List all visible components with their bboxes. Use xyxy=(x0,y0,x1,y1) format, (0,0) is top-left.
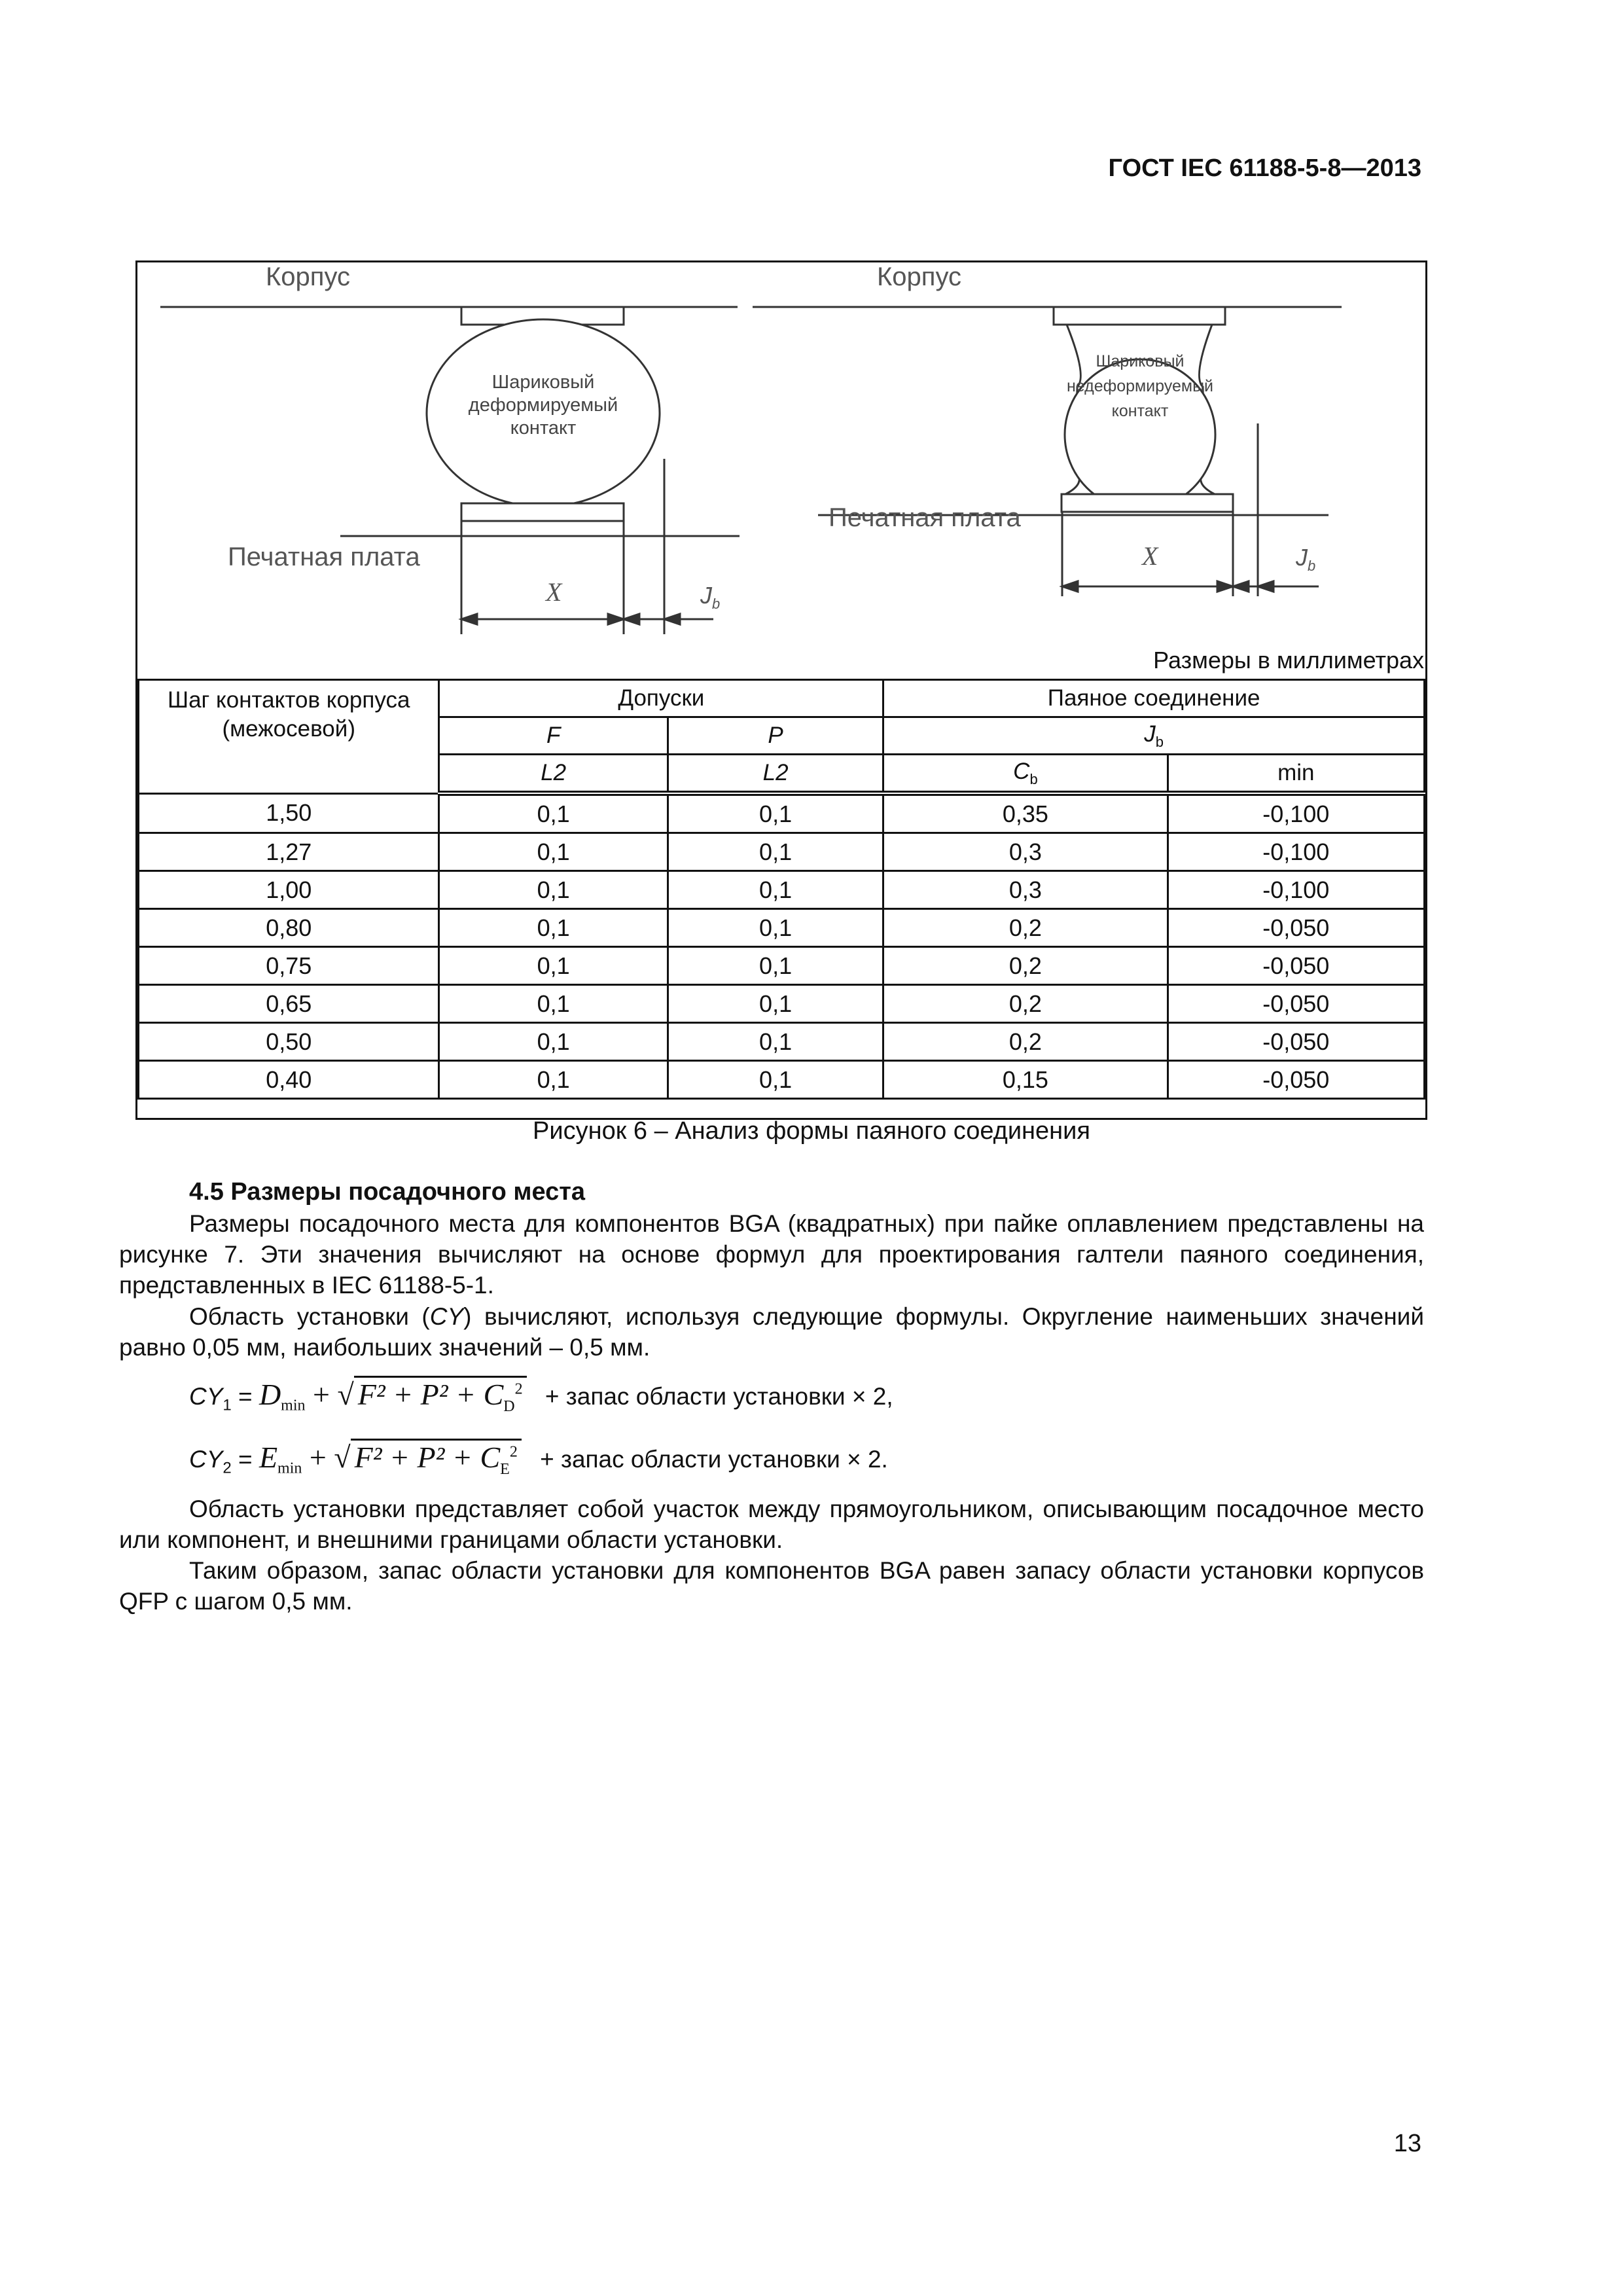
paragraph-1: Размеры посадочного места для компонентов BGA (квадратных) при пайке оплавлением представлены на рисунке 7. Эти значения вычисляют на основе формул для проектирования галтели паяного соединения, представленных в IEC 61188-5-1. xyxy=(119,1210,1424,1299)
paragraph-2: Область установки (CY) вычисляют, используя следующие формулы. Округление наименьших значений равно 0,05 мм, наибольших значений – 0,5 мм. xyxy=(119,1303,1424,1361)
left-board-label: Печатная плата xyxy=(228,543,420,571)
page-number: 13 xyxy=(1393,2130,1421,2157)
cell-f: 0,1 xyxy=(439,871,668,909)
standard-designation: ГОСТ IEC 61188-5-8—2013 xyxy=(1108,154,1421,182)
cell-p: 0,1 xyxy=(668,1023,883,1061)
cell-min: -0,050 xyxy=(1168,1061,1424,1099)
cell-cb: 0,2 xyxy=(883,1023,1168,1061)
paragraph-4: Таким образом, запас области установки для компонентов BGA равен запасу области установки корпусов QFP с шагом 0,5 мм. xyxy=(119,1557,1424,1615)
right-body-label: Корпус xyxy=(877,262,962,291)
cell-cb: 0,35 xyxy=(883,793,1168,833)
cell-min: -0,100 xyxy=(1168,833,1424,871)
radical-sign: √ xyxy=(334,1441,351,1474)
cell-pitch: 0,80 xyxy=(139,909,439,947)
header-pitch: Шаг контактов корпуса (межосевой) xyxy=(139,680,439,794)
header-tolerances: Допуски xyxy=(439,680,883,717)
cell-f: 0,1 xyxy=(439,793,668,833)
cell-cb: 0,3 xyxy=(883,833,1168,871)
cell-cb: 0,15 xyxy=(883,1061,1168,1099)
cell-p: 0,1 xyxy=(668,833,883,871)
tolerance-table xyxy=(137,679,1425,1100)
cell-cb: 0,2 xyxy=(883,947,1168,985)
radicand: $F^2 + P^2 + C_E^2$ xyxy=(351,1439,522,1474)
cell-pitch: 0,65 xyxy=(139,985,439,1023)
table-row xyxy=(139,909,1425,947)
header-f: F xyxy=(439,717,668,755)
table-row xyxy=(139,871,1425,909)
cell-f: 0,1 xyxy=(439,985,668,1023)
left-x-dimension: X xyxy=(546,577,562,607)
cell-min: -0,100 xyxy=(1168,793,1424,833)
table-row xyxy=(139,1023,1425,1061)
cell-cb: 0,3 xyxy=(883,871,1168,909)
header-l2-f: L2 xyxy=(439,755,668,794)
cell-f: 0,1 xyxy=(439,833,668,871)
cell-min: -0,050 xyxy=(1168,947,1424,985)
figure-caption: Рисунок 6 – Анализ формы паяного соединения xyxy=(533,1117,1090,1145)
cell-pitch: 1,00 xyxy=(139,871,439,909)
table-row xyxy=(139,947,1425,985)
cell-min: -0,050 xyxy=(1168,909,1424,947)
cell-p: 0,1 xyxy=(668,909,883,947)
header-solder-joint: Паяное соединение xyxy=(883,680,1425,717)
cell-pitch: 1,27 xyxy=(139,833,439,871)
cell-pitch: 0,50 xyxy=(139,1023,439,1061)
cell-cb: 0,2 xyxy=(883,985,1168,1023)
cell-pitch: 0,75 xyxy=(139,947,439,985)
right-board-label: Печатная плата xyxy=(829,503,1021,532)
header-min: min xyxy=(1168,755,1424,794)
table-row xyxy=(139,833,1425,871)
cell-pitch: 0,40 xyxy=(139,1061,439,1099)
left-ball-label: Шариковый деформируемый контакт xyxy=(468,372,618,439)
formula-cy1: $CY_1 = D_{min}$ + √ $F^2 + P^2 + C_D^2$ + запас области установки × 2, xyxy=(189,1377,893,1416)
right-jb-dimension: $J_b$ xyxy=(1296,544,1316,575)
cell-min: -0,050 xyxy=(1168,1023,1424,1061)
table-row xyxy=(139,985,1425,1023)
cell-f: 0,1 xyxy=(439,1023,668,1061)
section-heading: 4.5 Размеры посадочного места xyxy=(189,1178,585,1206)
figure-6 xyxy=(135,260,1427,1120)
header-l2-p: L2 xyxy=(668,755,883,794)
right-ball-label: Шариковый недеформируемый контакт xyxy=(1066,352,1214,420)
formula-cy2: $CY_2 = E_{min}$ + √ $F^2 + P^2 + C_E^2$ + запас области установки × 2. xyxy=(189,1440,888,1479)
cell-f: 0,1 xyxy=(439,947,668,985)
right-x-dimension: X xyxy=(1142,541,1158,571)
table-row xyxy=(139,1061,1425,1099)
header-cb: $C_b$ xyxy=(883,755,1168,794)
cell-f: 0,1 xyxy=(439,1061,668,1099)
header-p: P xyxy=(668,717,883,755)
cell-min: -0,050 xyxy=(1168,985,1424,1023)
cell-cb: 0,2 xyxy=(883,909,1168,947)
cell-pitch: 1,50 xyxy=(139,793,439,833)
cell-p: 0,1 xyxy=(668,985,883,1023)
cell-p: 0,1 xyxy=(668,1061,883,1099)
header-jb: $J_b$ xyxy=(883,717,1425,755)
cell-p: 0,1 xyxy=(668,793,883,833)
radicand: $F^2 + P^2 + C_D^2$ xyxy=(354,1376,527,1411)
cell-f: 0,1 xyxy=(439,909,668,947)
cell-p: 0,1 xyxy=(668,947,883,985)
paragraph-3: Область установки представляет собой участок между прямоугольником, описывающим посадочное место или компонент, и внешними границами области установки. xyxy=(119,1496,1424,1553)
table-row xyxy=(139,793,1425,833)
units-note: Размеры в миллиметрах xyxy=(1153,647,1424,673)
cell-p: 0,1 xyxy=(668,871,883,909)
cell-min: -0,100 xyxy=(1168,871,1424,909)
radical-sign: √ xyxy=(337,1378,354,1411)
left-jb-dimension: $J_b$ xyxy=(700,582,721,613)
left-body-label: Корпус xyxy=(266,262,351,291)
